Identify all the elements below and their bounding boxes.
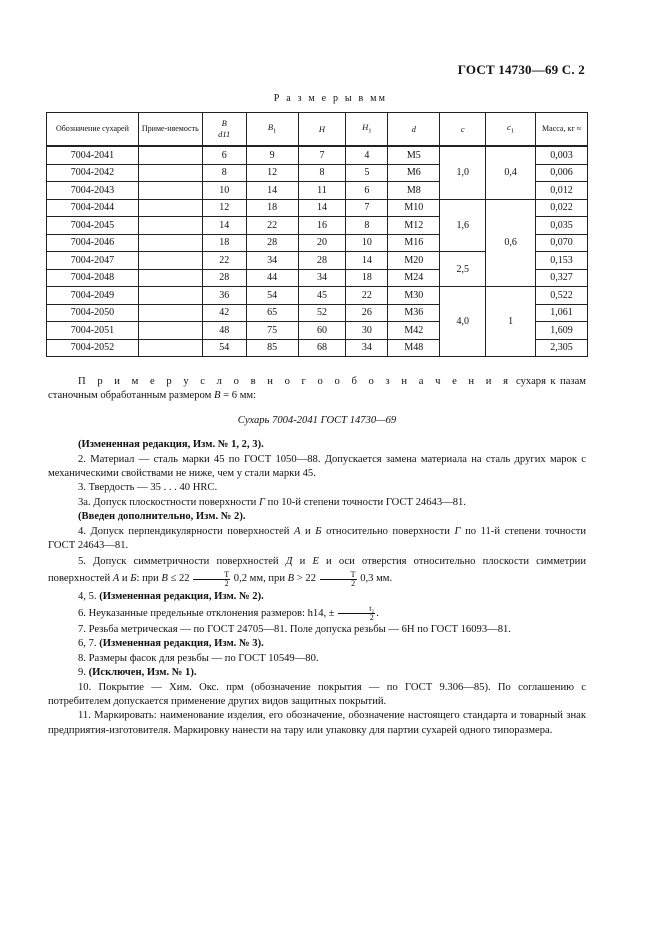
h1-cell: 8 (346, 217, 388, 235)
edit-note-2: (Введен дополнительно, Изм. № 2). (78, 511, 246, 523)
table-row (47, 199, 588, 217)
b-cell: 12 (202, 199, 246, 217)
b-cell: 28 (202, 269, 246, 287)
d-cell: M42 (388, 322, 440, 340)
designation-cell: 7004-2042 (47, 164, 139, 182)
item-11: 11. Маркировать: наименование изделия, его обозначение, обозначение настоящего стандарта и товарный знак предприятия-изготовителя. Маркировку нанести на тару или упаковку для партии сухарей одного типоразмера. (48, 710, 586, 736)
b1-cell: 44 (246, 269, 298, 287)
h1-cell: 7 (346, 199, 388, 217)
designation-cell: 7004-2045 (47, 217, 139, 235)
col-d: d (388, 113, 440, 147)
col-applicability: Приме-няемость (138, 113, 202, 147)
col-mass: Масса, кг ≈ (536, 113, 588, 147)
applicability-cell (138, 269, 202, 287)
b-cell: 48 (202, 322, 246, 340)
b1-cell: 75 (246, 322, 298, 340)
h-cell: 20 (298, 234, 346, 252)
c-cell: 1,6 (440, 199, 486, 252)
b1-cell: 14 (246, 182, 298, 200)
item-6: 6. Неуказанные предельные отклонения размеров: h14, ± $\frac{\text{t₂}}{2}$ . (78, 604, 379, 622)
h-cell: 34 (298, 269, 346, 287)
item-10: 10. Покрытие — Хим. Окс. прм (обозначение покрытия — по ГОСТ 9.306—85). По соглашению с потребителем допускается применение других видов защитных покрытий. (48, 681, 586, 707)
d-cell: M5 (388, 146, 440, 164)
col-designation: Обозначение сухарей (47, 113, 139, 147)
b1-cell: 28 (246, 234, 298, 252)
example-paragraph: П р и м е р у с л о в н о г о о б о з н а ч е н и я сухаря к пазам станочным обработанным размером B = 6 мм: (48, 376, 586, 402)
b-cell: 36 (202, 287, 246, 305)
c1-cell: 0,4 (486, 146, 536, 199)
item-7: 7. Резьба метрическая — по ГОСТ 24705—81. Поле допуска резьбы — 6Н по ГОСТ 16093—81. (78, 623, 511, 635)
h1-cell: 18 (346, 269, 388, 287)
col-b: B d11 (202, 113, 246, 147)
h1-cell: 4 (346, 146, 388, 164)
designation-cell: 7004-2043 (47, 182, 139, 200)
applicability-cell (138, 217, 202, 235)
applicability-cell (138, 182, 202, 200)
edit-note-1: (Измененная редакция, Изм. № 1, 2, 3). (78, 439, 264, 451)
mass-cell: 0,327 (536, 269, 588, 287)
example-designation: Сухарь 7004-2041 ГОСТ 14730—69 (237, 414, 397, 426)
col-h1: $H_1$ (346, 113, 388, 147)
designation-cell: 7004-2048 (47, 269, 139, 287)
designation-cell: 7004-2044 (47, 199, 139, 217)
applicability-cell (138, 322, 202, 340)
applicability-cell (138, 146, 202, 164)
item-5: 5. Допуск симметричности поверхностей Д и Е и оси отверстия относительно плоскости симметрии поверхностей А и Б: при В ≤ 22 $\frac{T}{2}$ 0,2 мм, при В > 22 $\frac{T}{2}$ 0,3 мм. (48, 556, 587, 588)
designation-cell: 7004-2051 (47, 322, 139, 340)
col-b1: $B_1$ (246, 113, 298, 147)
d-cell: M48 (388, 339, 440, 357)
dimensions-table (46, 112, 588, 357)
h-cell: 68 (298, 339, 346, 357)
designation-cell: 7004-2049 (47, 287, 139, 305)
b1-cell: 9 (246, 146, 298, 164)
item-2: 2. Материал — сталь марки 45 по ГОСТ 1050—88. Допускается замена материала на сталь других марок с механическими свойствами не ниже, чем у стали марки 45. (48, 453, 586, 480)
b-cell: 14 (202, 217, 246, 235)
item-8: 8. Размеры фасок для резьбы — по ГОСТ 10549—80. (78, 652, 319, 664)
b-cell: 8 (202, 164, 246, 182)
b-cell: 10 (202, 182, 246, 200)
col-c1: $c_1$ (486, 113, 536, 147)
page-header: ГОСТ 14730—69 С. 2 (457, 62, 585, 77)
b1-cell: 34 (246, 252, 298, 270)
d-cell: M16 (388, 234, 440, 252)
h-cell: 52 (298, 304, 346, 322)
d-cell: M12 (388, 217, 440, 235)
b1-cell: 18 (246, 199, 298, 217)
designation-cell: 7004-2041 (47, 146, 139, 164)
mass-cell: 0,153 (536, 252, 588, 270)
b1-cell: 85 (246, 339, 298, 357)
applicability-cell (138, 304, 202, 322)
mass-cell: 0,006 (536, 164, 588, 182)
h-cell: 11 (298, 182, 346, 200)
applicability-cell (138, 234, 202, 252)
b-cell: 6 (202, 146, 246, 164)
b1-cell: 22 (246, 217, 298, 235)
designation-cell: 7004-2052 (47, 339, 139, 357)
applicability-cell (138, 252, 202, 270)
b-cell: 22 (202, 252, 246, 270)
h1-cell: 22 (346, 287, 388, 305)
d-cell: M30 (388, 287, 440, 305)
item-9: 9. (Исключен, Изм. № 1). (78, 667, 197, 679)
applicability-cell (138, 164, 202, 182)
fraction-t-over-2: $\frac{T}{2}$ (193, 571, 230, 588)
mass-cell: 1,609 (536, 322, 588, 340)
designation-cell: 7004-2050 (47, 304, 139, 322)
d-cell: M36 (388, 304, 440, 322)
b1-cell: 65 (246, 304, 298, 322)
item-3: 3. Твердость — 35 . . . 40 HRC. (78, 482, 218, 494)
fraction-t-over-2: $\frac{T}{2}$ (320, 571, 357, 588)
mass-cell: 0,003 (536, 146, 588, 164)
b-cell: 54 (202, 339, 246, 357)
mass-cell: 0,070 (536, 234, 588, 252)
h1-cell: 6 (346, 182, 388, 200)
col-c: c (440, 113, 486, 147)
table-row (47, 146, 588, 164)
edit-note-4-5: 4, 5. (Измененная редакция, Изм. № 2). (78, 590, 264, 602)
h-cell: 7 (298, 146, 346, 164)
h-cell: 8 (298, 164, 346, 182)
h-cell: 14 (298, 199, 346, 217)
h1-cell: 10 (346, 234, 388, 252)
h-cell: 16 (298, 217, 346, 235)
table-caption: Р а з м е р ы в мм (273, 93, 388, 104)
applicability-cell (138, 339, 202, 357)
mass-cell: 0,035 (536, 217, 588, 235)
c-cell: 2,5 (440, 252, 486, 287)
d-cell: M20 (388, 252, 440, 270)
fraction-t2-over-2: $\frac{\text{t₂}}{2}$ (338, 605, 375, 622)
h-cell: 45 (298, 287, 346, 305)
d-cell: M10 (388, 199, 440, 217)
c-cell: 4,0 (440, 287, 486, 357)
b-cell: 42 (202, 304, 246, 322)
h1-cell: 5 (346, 164, 388, 182)
body-text (48, 375, 586, 738)
d-cell: M6 (388, 164, 440, 182)
item-3a: 3а. Допуск плоскостности поверхности Г по 10-й степени точности ГОСТ 24643—81. (78, 496, 466, 508)
h-cell: 60 (298, 322, 346, 340)
h1-cell: 14 (346, 252, 388, 270)
designation-cell: 7004-2047 (47, 252, 139, 270)
c1-cell: 1 (486, 287, 536, 357)
b1-cell: 12 (246, 164, 298, 182)
applicability-cell (138, 199, 202, 217)
edit-note-6-7: 6, 7. (Измененная редакция, Изм. № 3). (78, 638, 264, 650)
item-4: 4. Допуск перпендикулярности поверхностей А и Б относительно поверхности Г по 11-й степени точности ГОСТ 24643—81. (48, 525, 586, 552)
applicability-cell (138, 287, 202, 305)
mass-cell: 2,305 (536, 339, 588, 357)
h1-cell: 26 (346, 304, 388, 322)
c1-cell: 0,6 (486, 199, 536, 287)
b-cell: 18 (202, 234, 246, 252)
table-row (47, 287, 588, 305)
d-cell: M24 (388, 269, 440, 287)
table-header-row (47, 113, 588, 147)
b1-cell: 54 (246, 287, 298, 305)
h-cell: 28 (298, 252, 346, 270)
mass-cell: 1,061 (536, 304, 588, 322)
designation-cell: 7004-2046 (47, 234, 139, 252)
c-cell: 1,0 (440, 146, 486, 199)
mass-cell: 0,522 (536, 287, 588, 305)
h1-cell: 30 (346, 322, 388, 340)
mass-cell: 0,022 (536, 199, 588, 217)
mass-cell: 0,012 (536, 182, 588, 200)
d-cell: M8 (388, 182, 440, 200)
h1-cell: 34 (346, 339, 388, 357)
col-h: H (298, 113, 346, 147)
